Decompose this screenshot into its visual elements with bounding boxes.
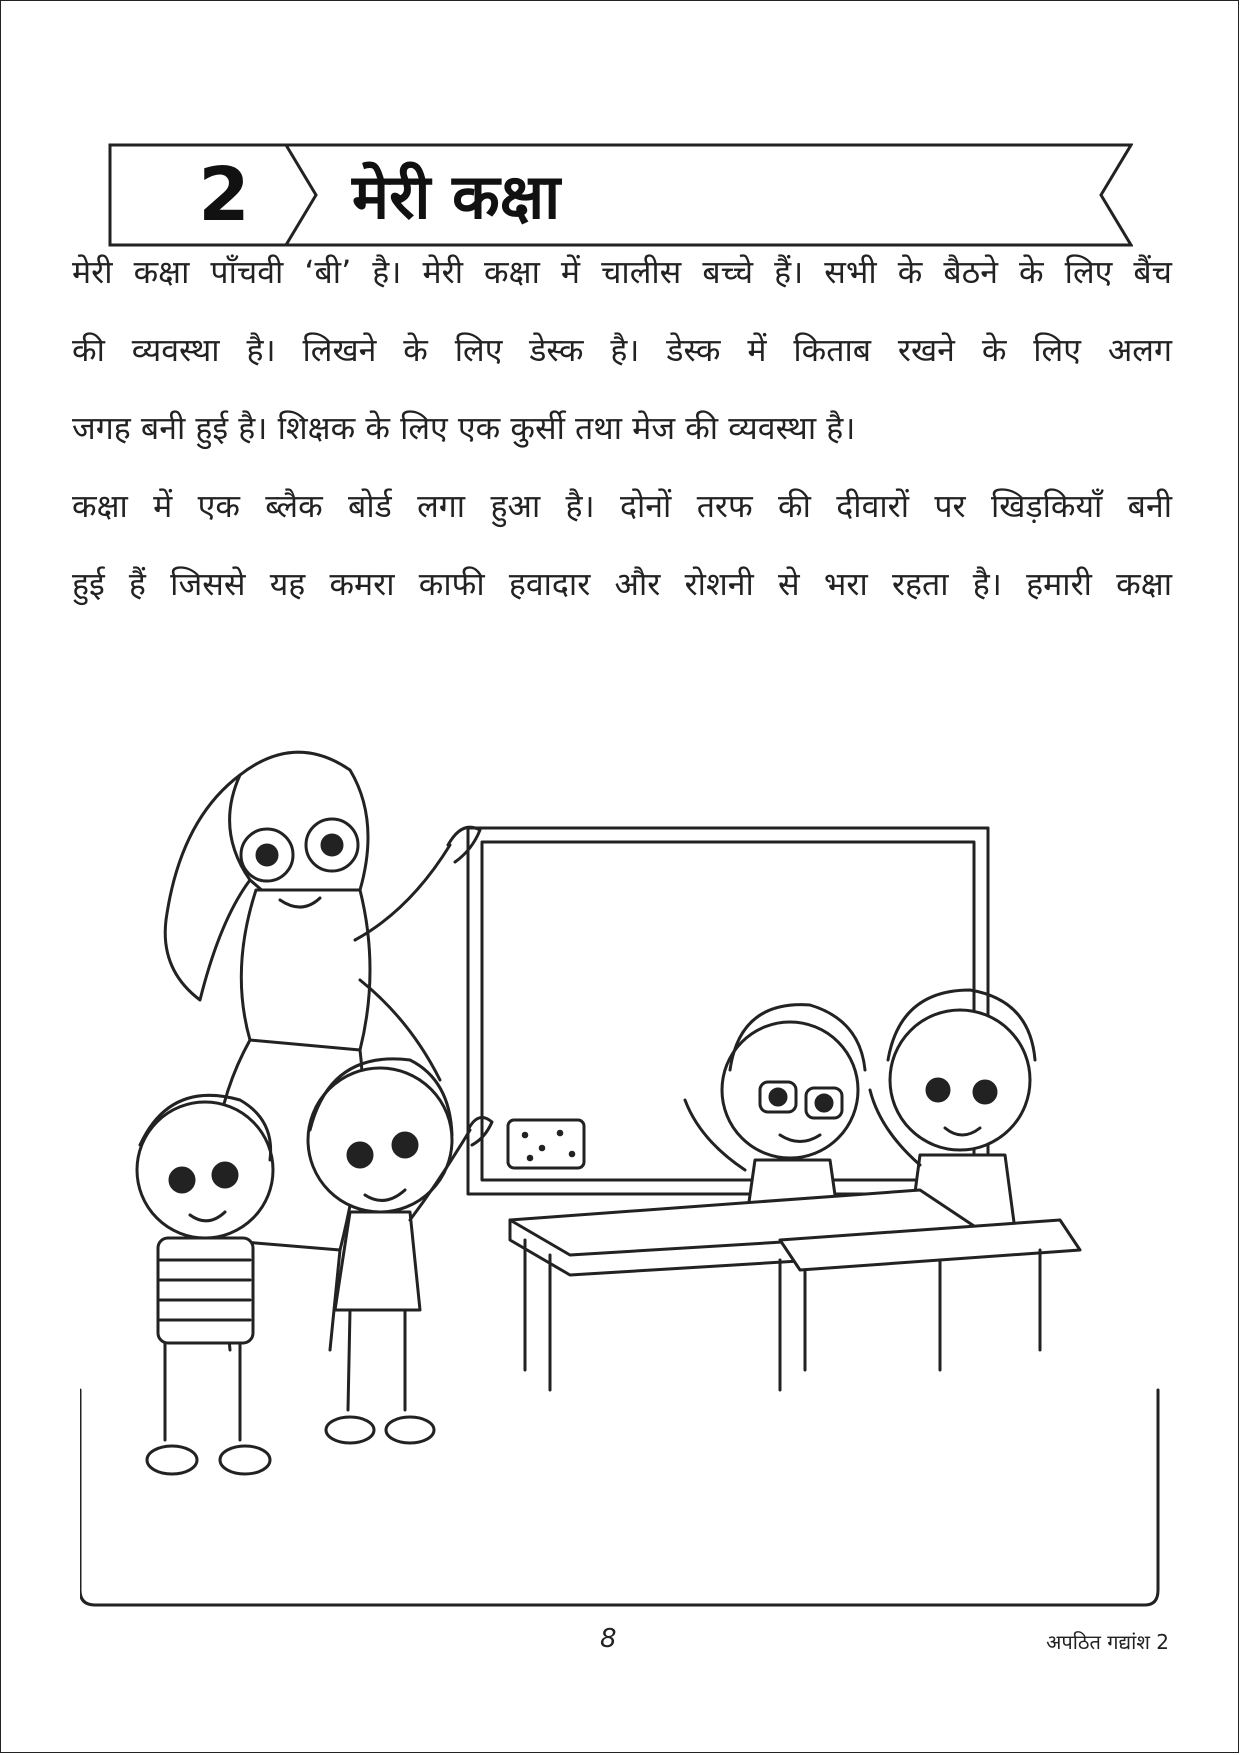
classroom-illustration	[80, 750, 1160, 1610]
passage	[72, 253, 1172, 646]
passage-line: हुई हैं जिससे यह कमरा काफी हवादार और रोशनी से भरा रहता है। हमारी कक्षा	[72, 565, 1172, 603]
duster	[508, 1120, 584, 1168]
chapter-banner	[108, 143, 1133, 247]
passage-line: मेरी कक्षा पाँचवी ‘बी’ है। मेरी कक्षा में चालीस बच्चे हैं। सभी के बैठने के लिए बैंच	[72, 253, 1172, 291]
bench	[780, 1220, 1080, 1370]
student-boy-left	[137, 1095, 273, 1474]
passage-line: जगह बनी हुई है। शिक्षक के लिए एक कुर्सी तथा मेज की व्यवस्था है।	[72, 409, 856, 447]
passage-line: की व्यवस्था है। लिखने के लिए डेस्क है। डेस्क में किताब रखने के लिए अलग	[72, 331, 1172, 369]
book-label: अपठित गद्यांश 2	[1046, 1630, 1169, 1654]
chapter-number: 2	[198, 152, 250, 238]
floor-outline	[80, 1390, 1158, 1605]
page-number: 8	[600, 1624, 617, 1654]
desk	[510, 1190, 980, 1390]
chapter-title: मेरी कक्षा	[352, 160, 561, 233]
passage-line: कक्षा में एक ब्लैक बोर्ड लगा हुआ है। दोनों तरफ की दीवारों पर खिड़कियाँ बनी	[72, 487, 1172, 525]
